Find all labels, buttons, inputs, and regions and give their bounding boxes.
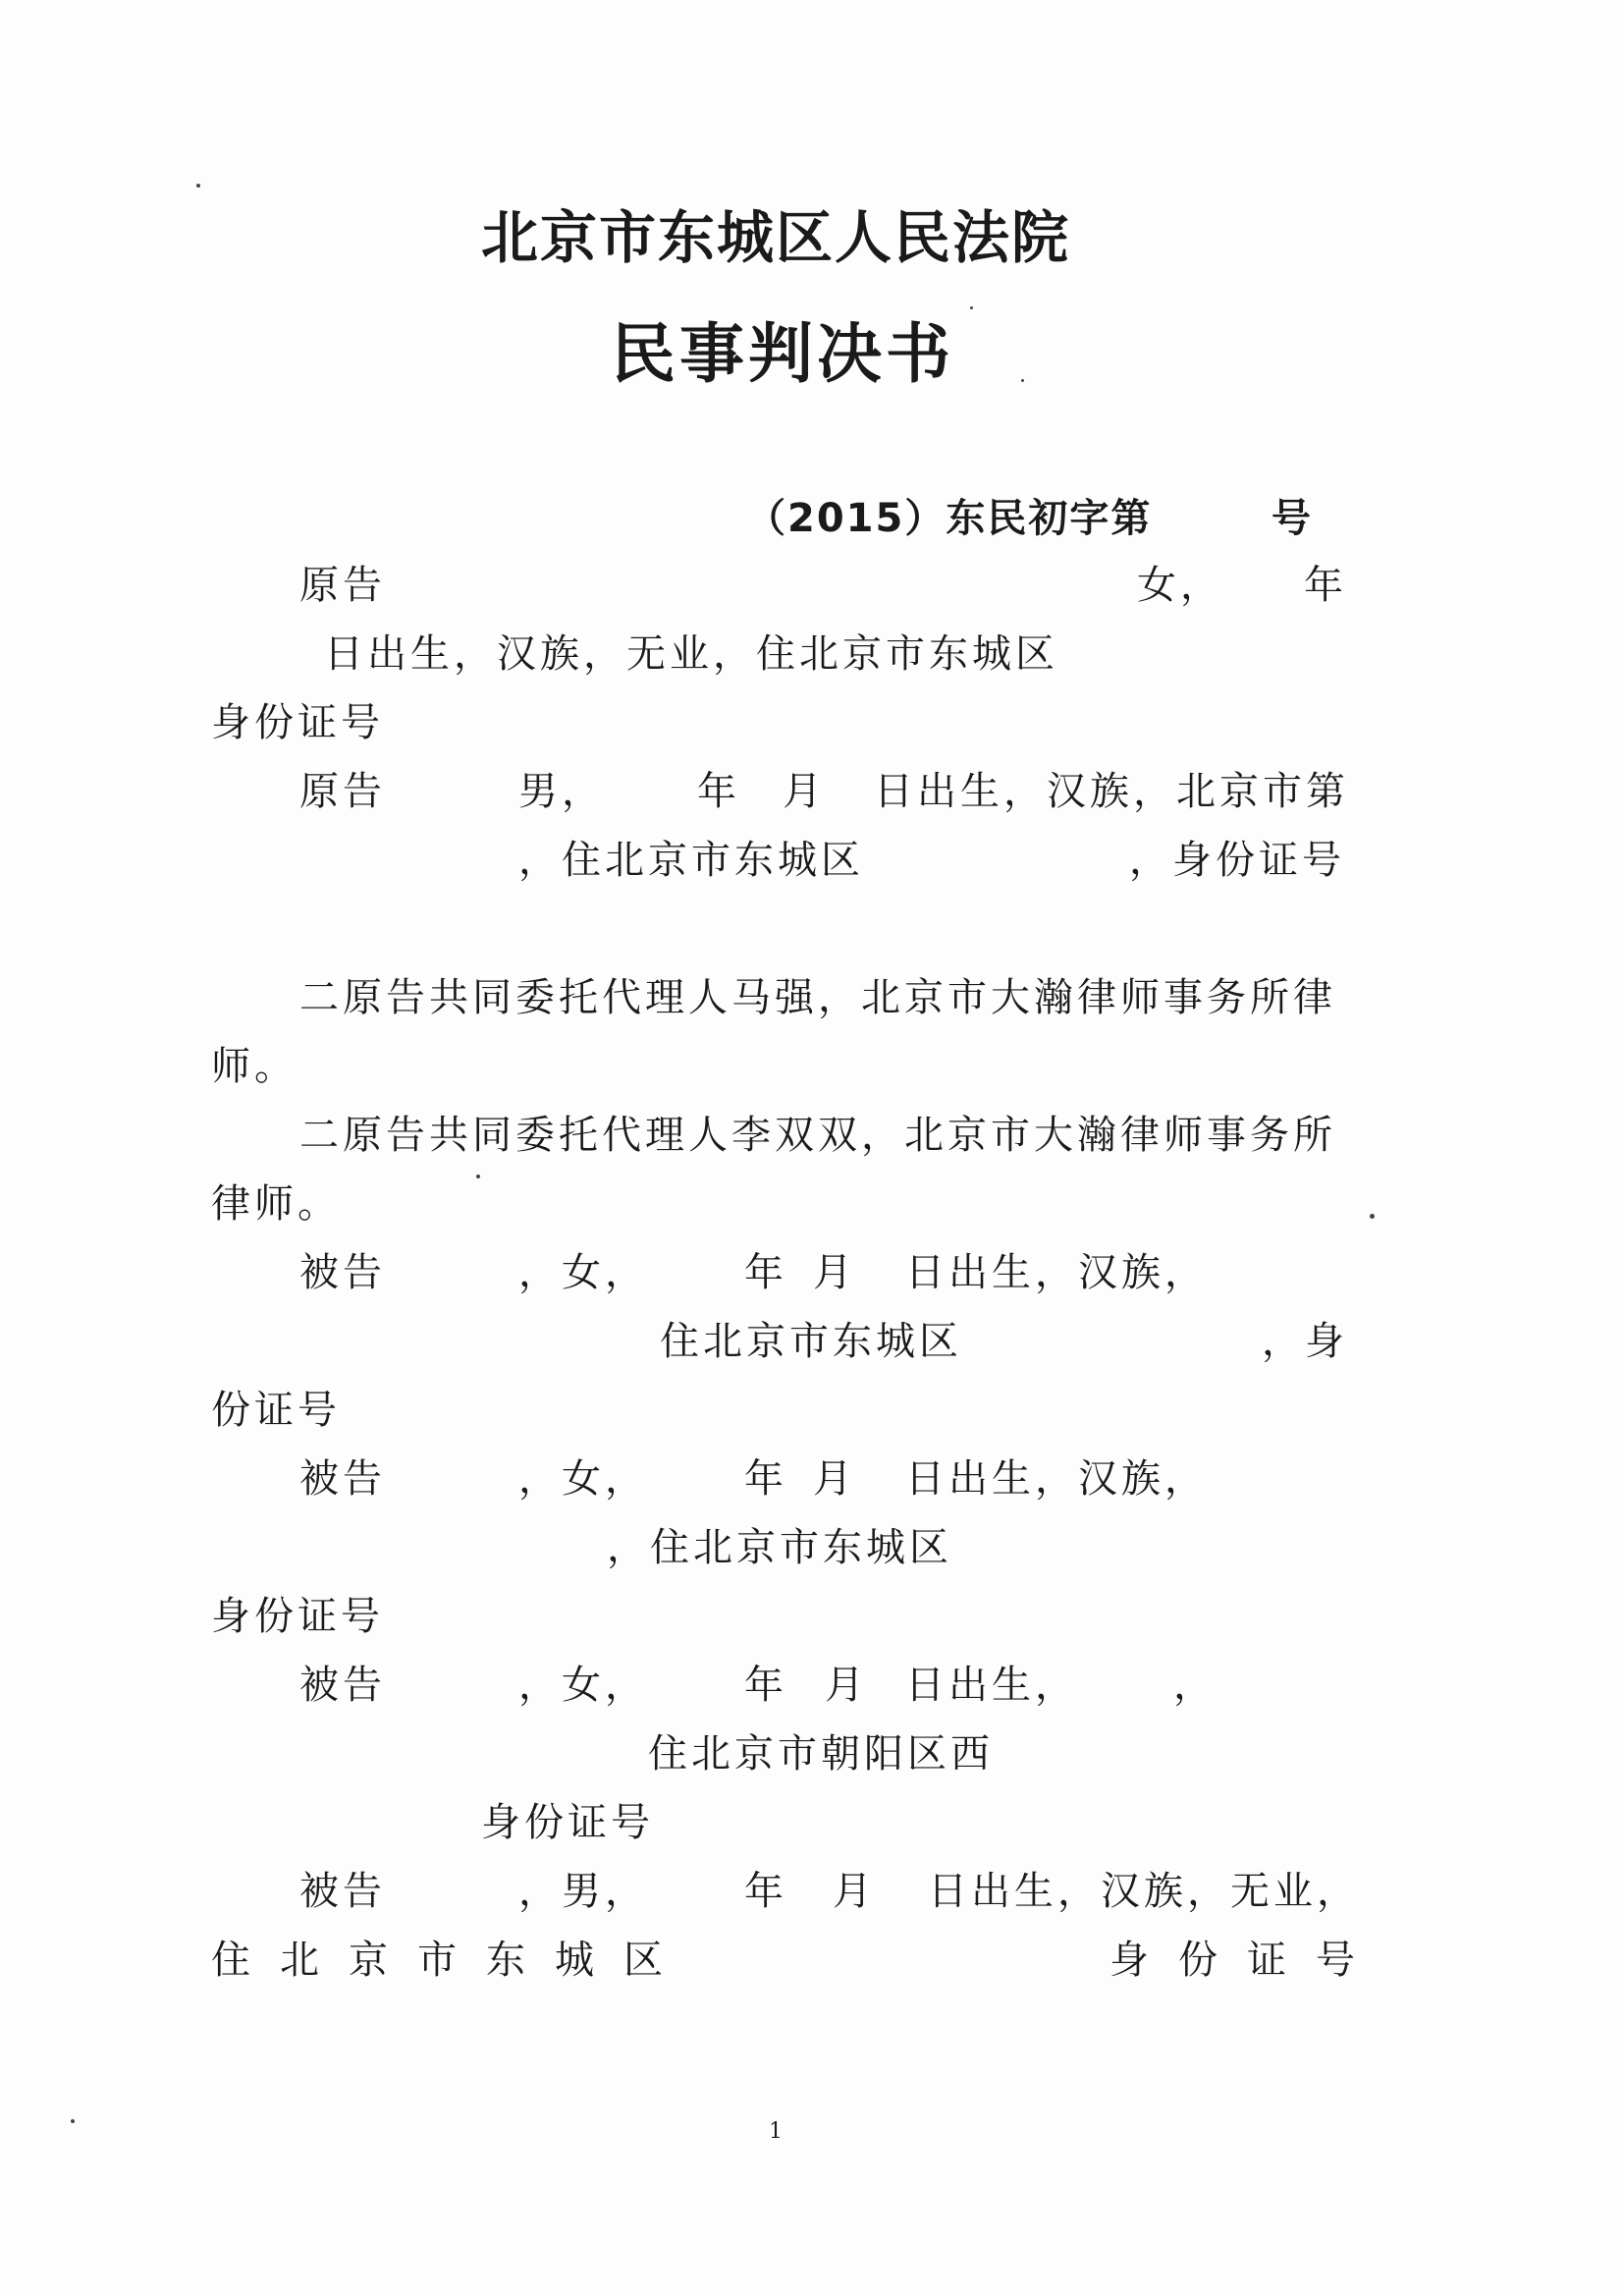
defendant3-label: 被告 bbox=[299, 1663, 386, 1708]
plaintiff2-details: 日出生，汉族，北京市第 bbox=[874, 769, 1349, 814]
defendant4-month: 月 bbox=[833, 1869, 876, 1914]
defendant2-month: 月 bbox=[813, 1456, 856, 1502]
document-title: 民事判决书 bbox=[611, 316, 954, 392]
defendant3-month: 月 bbox=[825, 1663, 868, 1708]
defendant2-address: ，住北京市东城区 bbox=[607, 1525, 952, 1570]
scan-speck bbox=[476, 1175, 480, 1178]
agent1-line2: 师。 bbox=[211, 1044, 298, 1089]
plaintiff1-gender: 女， bbox=[1137, 563, 1223, 608]
court-name: 北京市东城区人民法院 bbox=[481, 204, 1071, 271]
plaintiff2-address: ，住北京市东城区 bbox=[518, 838, 864, 883]
defendant3-address: 住北京市朝阳区西 bbox=[648, 1731, 994, 1777]
defendant3-details: 日出生， bbox=[905, 1663, 1078, 1708]
defendant1-year: 年 bbox=[744, 1250, 787, 1295]
agent2-line1: 二原告共同委托代理人李双双，北京市大瀚律师事务所 bbox=[299, 1113, 1336, 1158]
agent1-line1: 二原告共同委托代理人马强，北京市大瀚律师事务所律 bbox=[299, 975, 1336, 1020]
defendant4-year: 年 bbox=[744, 1869, 787, 1914]
defendant4-address: 住北京市东城区 bbox=[211, 1938, 692, 1983]
case-number-prefix: （2015）东民初字第 bbox=[746, 496, 1153, 541]
plaintiff2-month: 月 bbox=[783, 769, 826, 814]
defendant1-id-part2: 份证号 bbox=[211, 1388, 341, 1433]
plaintiff1-details: 日出生，汉族，无业，住北京市东城区 bbox=[324, 631, 1058, 677]
page-number: 1 bbox=[769, 2119, 783, 2144]
plaintiff2-year: 年 bbox=[697, 769, 740, 814]
defendant1-gender: ，女， bbox=[518, 1250, 648, 1295]
plaintiff2-label: 原告 bbox=[299, 769, 386, 814]
agent2-line2: 律师。 bbox=[211, 1181, 341, 1227]
defendant1-label: 被告 bbox=[299, 1250, 386, 1295]
plaintiff2-gender: 男， bbox=[518, 769, 605, 814]
defendant3-year: 年 bbox=[744, 1663, 787, 1708]
scan-speck bbox=[970, 306, 973, 309]
defendant2-gender: ，女， bbox=[518, 1456, 648, 1502]
defendant2-label: 被告 bbox=[299, 1456, 386, 1502]
scan-speck bbox=[196, 184, 200, 188]
defendant2-year: 年 bbox=[744, 1456, 787, 1502]
plaintiff1-year: 年 bbox=[1304, 563, 1347, 608]
scan-speck bbox=[1370, 1214, 1375, 1219]
defendant3-gender: ，女， bbox=[518, 1663, 648, 1708]
case-number-suffix: 号 bbox=[1271, 496, 1313, 541]
plaintiff1-id-label: 身份证号 bbox=[211, 700, 384, 745]
defendant2-details: 日出生，汉族， bbox=[905, 1456, 1208, 1502]
defendant4-details: 日出生，汉族，无业， bbox=[928, 1869, 1360, 1914]
defendant4-id-label: 身份证号 bbox=[1109, 1938, 1384, 1983]
plaintiff2-id-label: ，身份证号 bbox=[1129, 838, 1345, 883]
scan-speck bbox=[1021, 379, 1024, 382]
defendant1-id-part1: ，身 bbox=[1262, 1319, 1348, 1364]
scan-speck bbox=[71, 2119, 75, 2123]
defendant3-comma: ， bbox=[1173, 1663, 1217, 1708]
plaintiff1-label: 原告 bbox=[299, 563, 386, 608]
defendant4-gender: ，男， bbox=[518, 1869, 648, 1914]
defendant4-label: 被告 bbox=[299, 1869, 386, 1914]
defendant2-id-label: 身份证号 bbox=[211, 1594, 384, 1639]
defendant1-details: 日出生，汉族， bbox=[905, 1250, 1208, 1295]
defendant1-address: 住北京市东城区 bbox=[660, 1319, 962, 1364]
defendant3-id-label: 身份证号 bbox=[481, 1800, 654, 1845]
defendant1-month: 月 bbox=[813, 1250, 856, 1295]
